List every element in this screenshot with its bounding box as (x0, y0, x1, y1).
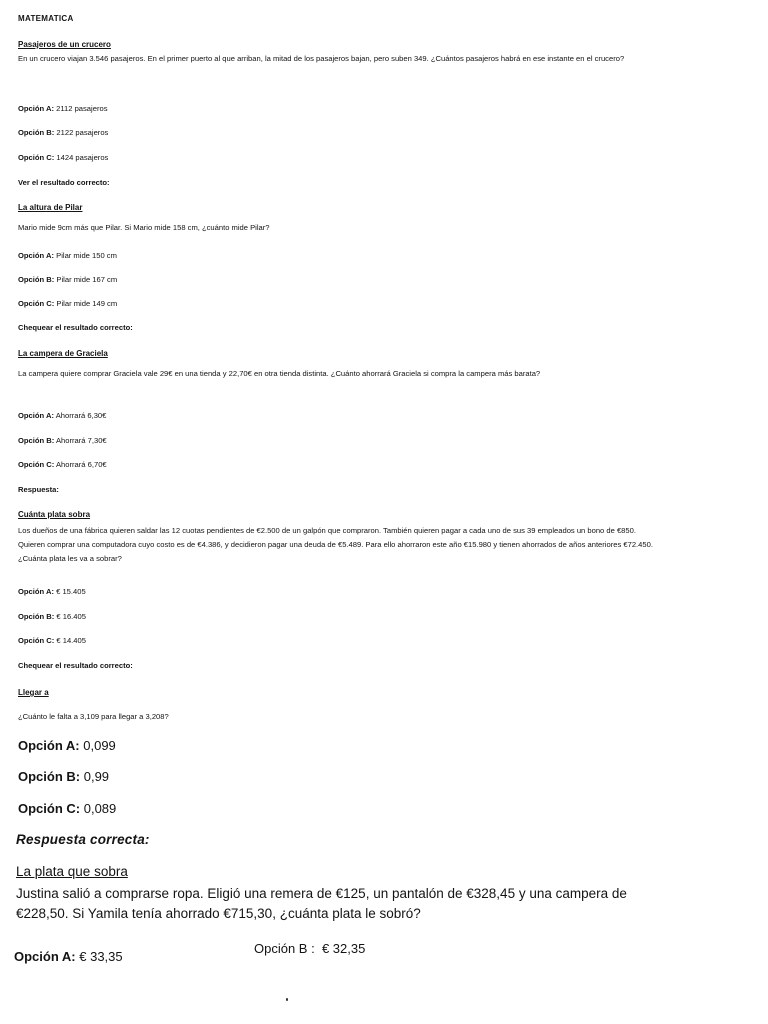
option-row (18, 460, 107, 469)
option-value: Ahorrará 6,30€ (55, 411, 107, 420)
option-row (18, 275, 117, 284)
option-label: Opción C: (18, 299, 55, 308)
option-label: Opción C: (18, 801, 81, 816)
option-value: Ahorrará 7,30€ (55, 436, 107, 445)
question-text: ¿Cuánto le falta a 3,109 para llegar a 3,208? (18, 712, 169, 721)
option-label: Opción B: (18, 612, 55, 621)
option-label: Opción C: (18, 460, 55, 469)
option-value: Pilar mide 167 cm (56, 275, 118, 284)
option-value: € 16.405 (56, 612, 86, 621)
option-row (18, 411, 106, 420)
option-row (18, 738, 116, 753)
option-value: 0,99 (83, 769, 110, 784)
option-label: Opción A: (14, 949, 76, 964)
section-title: La altura de Pilar (18, 203, 83, 212)
check-result-label: Ver el resultado correcto: (18, 178, 110, 187)
page-header: MATEMATICA (18, 14, 74, 23)
option-label: Opción A: (18, 587, 54, 596)
option-label: Opción B: (18, 769, 81, 784)
option-value: € 33,35 (79, 949, 123, 964)
option-value: € 32,35 (321, 941, 366, 956)
section-title: Pasajeros de un crucero (18, 40, 111, 49)
option-row (18, 801, 116, 816)
option-label: Opción A: (18, 411, 54, 420)
check-result-label: Respuesta correcta: (16, 832, 150, 847)
option-value: Pilar mide 150 cm (56, 251, 117, 260)
option-row (18, 636, 86, 645)
section-title: Llegar a (18, 688, 49, 697)
option-value: € 14.405 (56, 636, 86, 645)
option-value: 0,089 (83, 801, 117, 816)
option-label: Opción B: (18, 275, 55, 284)
section-title: La campera de Graciela (18, 349, 108, 358)
option-label: Opción C: (18, 153, 55, 162)
check-result-label: Chequear el resultado correcto: (18, 323, 133, 332)
option-row (18, 104, 108, 113)
option-row (18, 436, 107, 445)
option-row (18, 769, 109, 784)
option-row (18, 153, 108, 162)
option-value: 0,099 (83, 738, 116, 753)
question-text: Mario mide 9cm más que Pilar. Si Mario mide 158 cm, ¿cuánto mide Pilar? (18, 223, 270, 232)
question-text: La campera quiere comprar Graciela vale 29€ en una tienda y 22,70€ en otra tienda distinta. ¿Cuánto ahorrará Graciela si compra la campera más barata? (18, 369, 541, 378)
option-label: Opción B : (254, 941, 315, 956)
option-label: Opción B: (18, 436, 55, 445)
option-row (14, 949, 123, 964)
option-label: Opción A: (18, 104, 54, 113)
option-value: 2122 pasajeros (56, 128, 109, 137)
option-label: Opción A: (18, 738, 80, 753)
stray-mark (286, 998, 288, 1001)
option-value: 2112 pasajeros (56, 104, 108, 113)
section-title: Cuánta plata sobra (18, 510, 91, 519)
option-label: Opción A: (18, 251, 54, 260)
option-row (18, 587, 86, 596)
option-label: Opción C: (18, 636, 55, 645)
option-value: € 15.405 (56, 587, 86, 596)
option-row (18, 612, 86, 621)
question-text: Los dueños de una fábrica quieren saldar las 12 cuotas pendientes de €2.500 de un galpón que compraron. También quieren pagar a cada uno de sus 39 empleados un bono de €850. Quieren comprar una computadora cuyo costo es de €4.386, y decidieron pagar una deuda de €5.489. Para ello ahorraron este año €15.980 y tienen ahorrados de años anteriores €72.450. ¿Cuánta plata les va a sobrar? (18, 526, 653, 563)
option-row (18, 299, 117, 308)
option-row (18, 251, 117, 260)
question-text: Justina salió a comprarse ropa. Eligió una remera de €125, un pantalón de €328,45 y una campera de €228,50. Si Yamila tenía ahorrado €715,30, ¿cuánta plata le sobró? (16, 886, 627, 921)
section-title: La plata que sobra (16, 864, 128, 879)
option-row (18, 128, 108, 137)
option-label: Opción B: (18, 128, 55, 137)
option-row (254, 941, 365, 956)
check-result-label: Respuesta: (18, 485, 59, 494)
option-value: 1424 pasajeros (56, 153, 109, 162)
question-text: En un crucero viajan 3.546 pasajeros. En el primer puerto al que arriban, la mitad de los pasajeros bajan, pero suben 349. ¿Cuántos pasajeros habrá en ese instante en el crucero? (18, 54, 625, 63)
option-value: Ahorrará 6,70€ (55, 460, 107, 469)
option-value: Pilar mide 149 cm (56, 299, 118, 308)
check-result-label: Chequear el resultado correcto: (18, 661, 133, 670)
